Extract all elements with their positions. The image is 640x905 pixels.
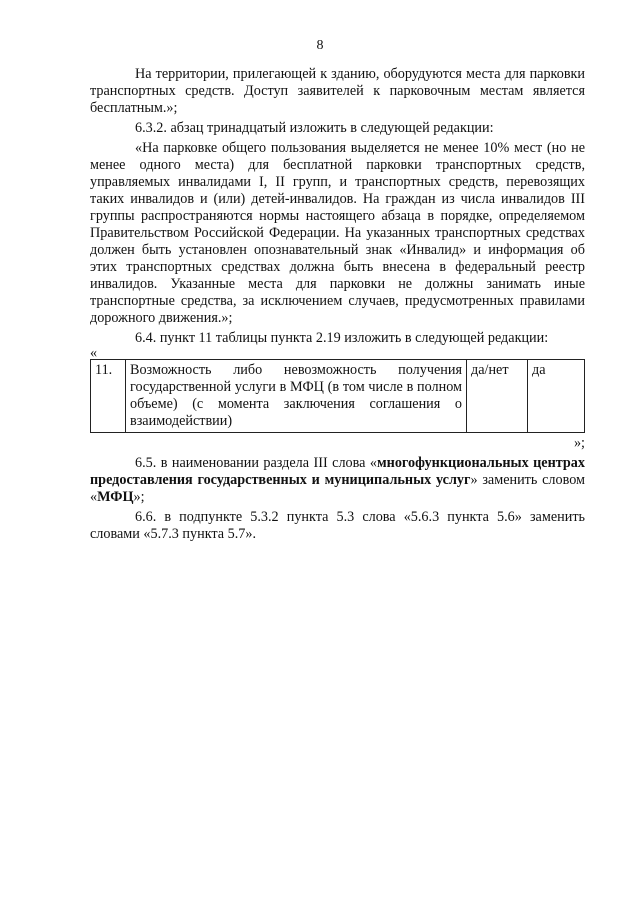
row-number-cell: 11. [91,360,126,433]
paragraph-6-5-part2: » заменить словом « [90,472,585,505]
row-description-cell: Возможность либо невозможность получения государственной услуги в МФЦ (в том числе в полном объеме) (с момента заключения соглашения о взаимодействии) [126,360,467,433]
page-number: 8 [316,38,324,53]
paragraph-6-4: 6.4. пункт 11 таблицы пункта 2.19 изложить в следующей редакции: [135,330,549,346]
paragraph-parking-quote: «На парковке общего пользования выделяется не менее 10% мест (но не менее одного места) для бесплатной парковки транспортных средств, управляемых инвалидами I, II групп, и транспортных средств, перевозящих таких инвалидов и (или) детей-инвалидов. На граждан из числа инвалидов III группы распространяются нормы настоящего абзаца в порядке, определяемом Правительством Российской Федерации. На указанных транспортных средствах должен быть установлен опознавательный знак «Инвалид» и информация об этих транспортных средствах должна быть внесена в федеральный реестр инвалидов. Указанные места для парковки не должны занимать иные транспортные средства, за исключением случаев, предусмотренных правилами дорожного движения.»; [90,140,585,326]
document-body [90,66,585,543]
paragraph-6-5-part3: »; [133,489,145,505]
opening-quote: « [90,345,98,361]
row-options-cell: да/нет [467,360,528,433]
paragraph-6-3-2: 6.3.2. абзац тринадцатый изложить в следующей редакции: [135,120,494,136]
table-row-11 [90,359,585,433]
paragraph-6-5-bold-mfc: МФЦ [97,489,134,505]
closing-quote: »; [573,435,585,451]
table-row [91,360,585,433]
paragraph-6-5-bold-phrase: многофункциональных центрах предоставления государственных и муниципальных услуг [90,455,585,488]
paragraph-6-6: 6.6. в подпункте 5.3.2 пункта 5.3 слова «5.6.3 пункта 5.6» заменить словами «5.7.3 пункта 5.7». [90,509,585,542]
paragraph-6-5 [90,455,585,506]
row-value-cell: да [528,360,585,433]
paragraph-parking-territory: На территории, прилегающей к зданию, оборудуются места для парковки транспортных средств. Доступ заявителей к парковочным местам является бесплатным.»; [90,66,585,116]
paragraph-6-5-part1: 6.5. в наименовании раздела III слова « [135,455,377,471]
